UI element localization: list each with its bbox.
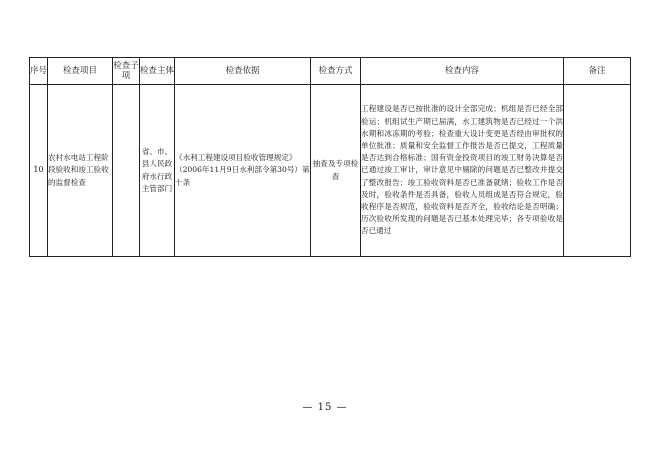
header-seq: 序号 bbox=[30, 58, 48, 85]
header-remarks: 备注 bbox=[564, 58, 631, 85]
cell-subject: 省、市、县人民政府水行政主管部门 bbox=[140, 85, 175, 257]
header-item: 检查项目 bbox=[48, 58, 113, 85]
header-method: 检查方式 bbox=[311, 58, 361, 85]
header-content: 检查内容 bbox=[361, 58, 564, 85]
cell-content: 工程建设是否已按批准的设计全部完成；机组是否已经全部验运；机组试生产期已届满，水工建筑物是否已经过一个洪水期和冰冻期的考验；检查重大设计变更是否经由审批权的单位批准；质量和安全监督工作报告是否已提交，工程质量是否达到合格标准；国有资金投资项目的竣工财务决算是否已通过竣工审计，审计意见中剔除的问题是否已整改并提交了整改报告；竣工验收资料是否已准备就绪；验收工作是否及时，验收条件是否具备，验收人员组成是否符合规定，验收程序是否规范，验收资料是否齐全，验收结论是否明确；历次验收所发现的问题是否已基本处理完毕；各专项验收是否已通过 bbox=[361, 85, 564, 257]
inspection-table bbox=[29, 57, 631, 257]
cell-basis: 《水利工程建设项目验收管理规定》（2006年11月9日水利部令第30号）第十条 bbox=[175, 85, 311, 257]
header-subitem: 检查子项 bbox=[113, 58, 140, 85]
cell-item: 农村水电站工程阶段验收和竣工验收的监督检查 bbox=[48, 85, 113, 257]
cell-method: 抽查及专项检查 bbox=[311, 85, 361, 257]
header-basis: 检查依据 bbox=[175, 58, 311, 85]
header-subject: 检查主体 bbox=[140, 58, 175, 85]
cell-remarks bbox=[564, 85, 631, 257]
cell-subitem bbox=[113, 85, 140, 257]
cell-seq: 10 bbox=[30, 85, 48, 257]
page-number: — 15 — bbox=[302, 402, 348, 413]
table-row bbox=[30, 85, 631, 257]
table-header-row bbox=[30, 58, 631, 85]
